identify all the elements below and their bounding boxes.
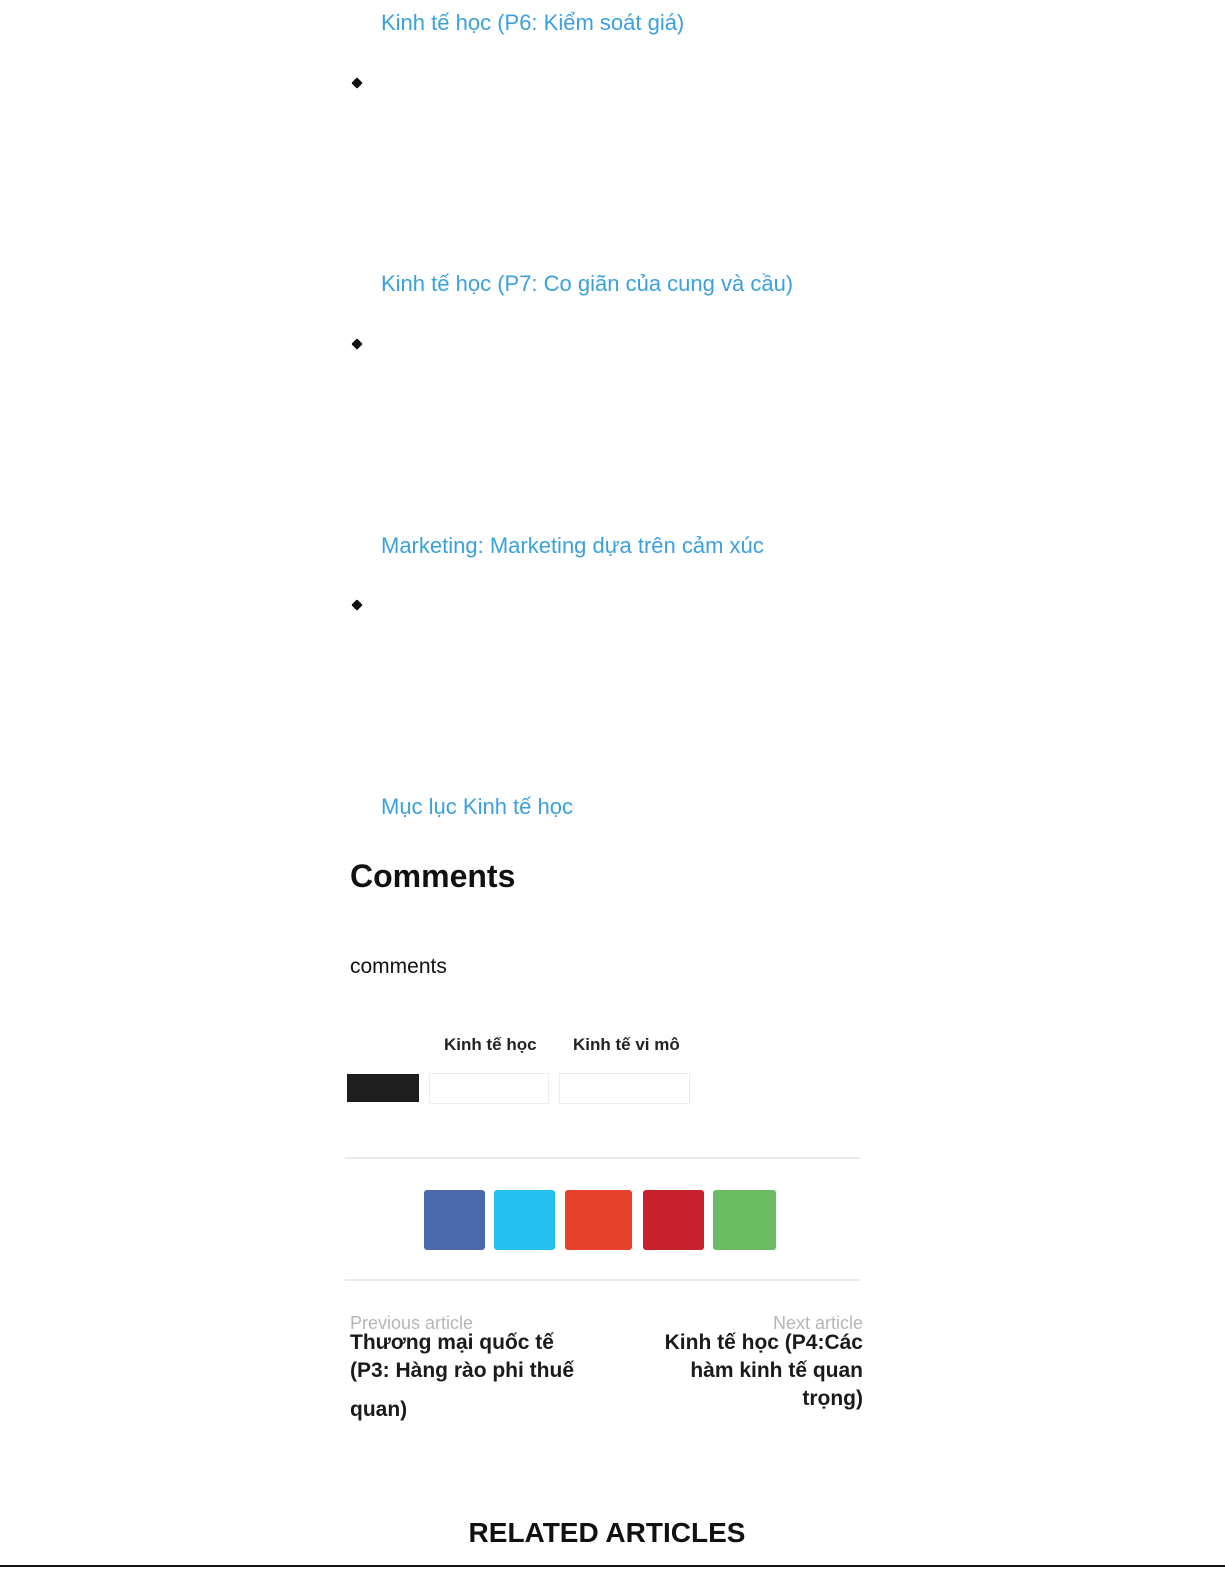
list-bullet [351, 77, 362, 88]
comments-heading: Comments [350, 858, 516, 894]
twitter-share-button[interactable] [494, 1190, 555, 1250]
previous-article-title: (P3: Hàng rào phi thuế [350, 1359, 575, 1382]
facebook-share-button[interactable] [424, 1190, 485, 1250]
section-divider [0, 1565, 1225, 1567]
next-article-title: Kinh tế học (P4:Các [664, 1331, 863, 1354]
next-article-link[interactable] [640, 1329, 863, 1413]
next-article-caption: Next article [772, 1313, 863, 1333]
next-article-title: hàm kinh tế quan [690, 1359, 863, 1382]
previous-article-title: quan) [350, 1398, 408, 1421]
whatsapp-share-button[interactable] [713, 1190, 776, 1250]
comments-placeholder: comments [350, 955, 447, 978]
previous-article-title: Thương mại quốc tế [350, 1331, 554, 1354]
tag-button[interactable] [429, 1073, 549, 1104]
related-post-link[interactable]: Marketing: Marketing dựa trên cảm xúc [381, 533, 764, 558]
divider [345, 1157, 860, 1159]
tag-label[interactable]: Kinh tế học [444, 1035, 537, 1054]
divider [345, 1279, 860, 1281]
list-bullet [351, 338, 362, 349]
related-post-link[interactable]: Kinh tế học (P6: Kiểm soát giá) [381, 10, 685, 35]
googleplus-share-button[interactable] [565, 1190, 632, 1250]
next-article-title: trọng) [802, 1387, 863, 1410]
related-articles-heading: RELATED ARTICLES [468, 1517, 746, 1548]
list-bullet [351, 599, 362, 610]
tag-button[interactable] [559, 1073, 690, 1104]
previous-article-link[interactable] [350, 1329, 600, 1424]
previous-article-caption: Previous article [350, 1313, 474, 1333]
related-post-link[interactable]: Mục lục Kinh tế học [381, 794, 573, 819]
tag-label[interactable]: Kinh tế vi mô [573, 1035, 680, 1054]
related-post-link[interactable]: Kinh tế học (P7: Co giãn của cung và cầu) [381, 271, 794, 296]
tags-label-badge [347, 1074, 419, 1102]
pinterest-share-button[interactable] [643, 1190, 704, 1250]
